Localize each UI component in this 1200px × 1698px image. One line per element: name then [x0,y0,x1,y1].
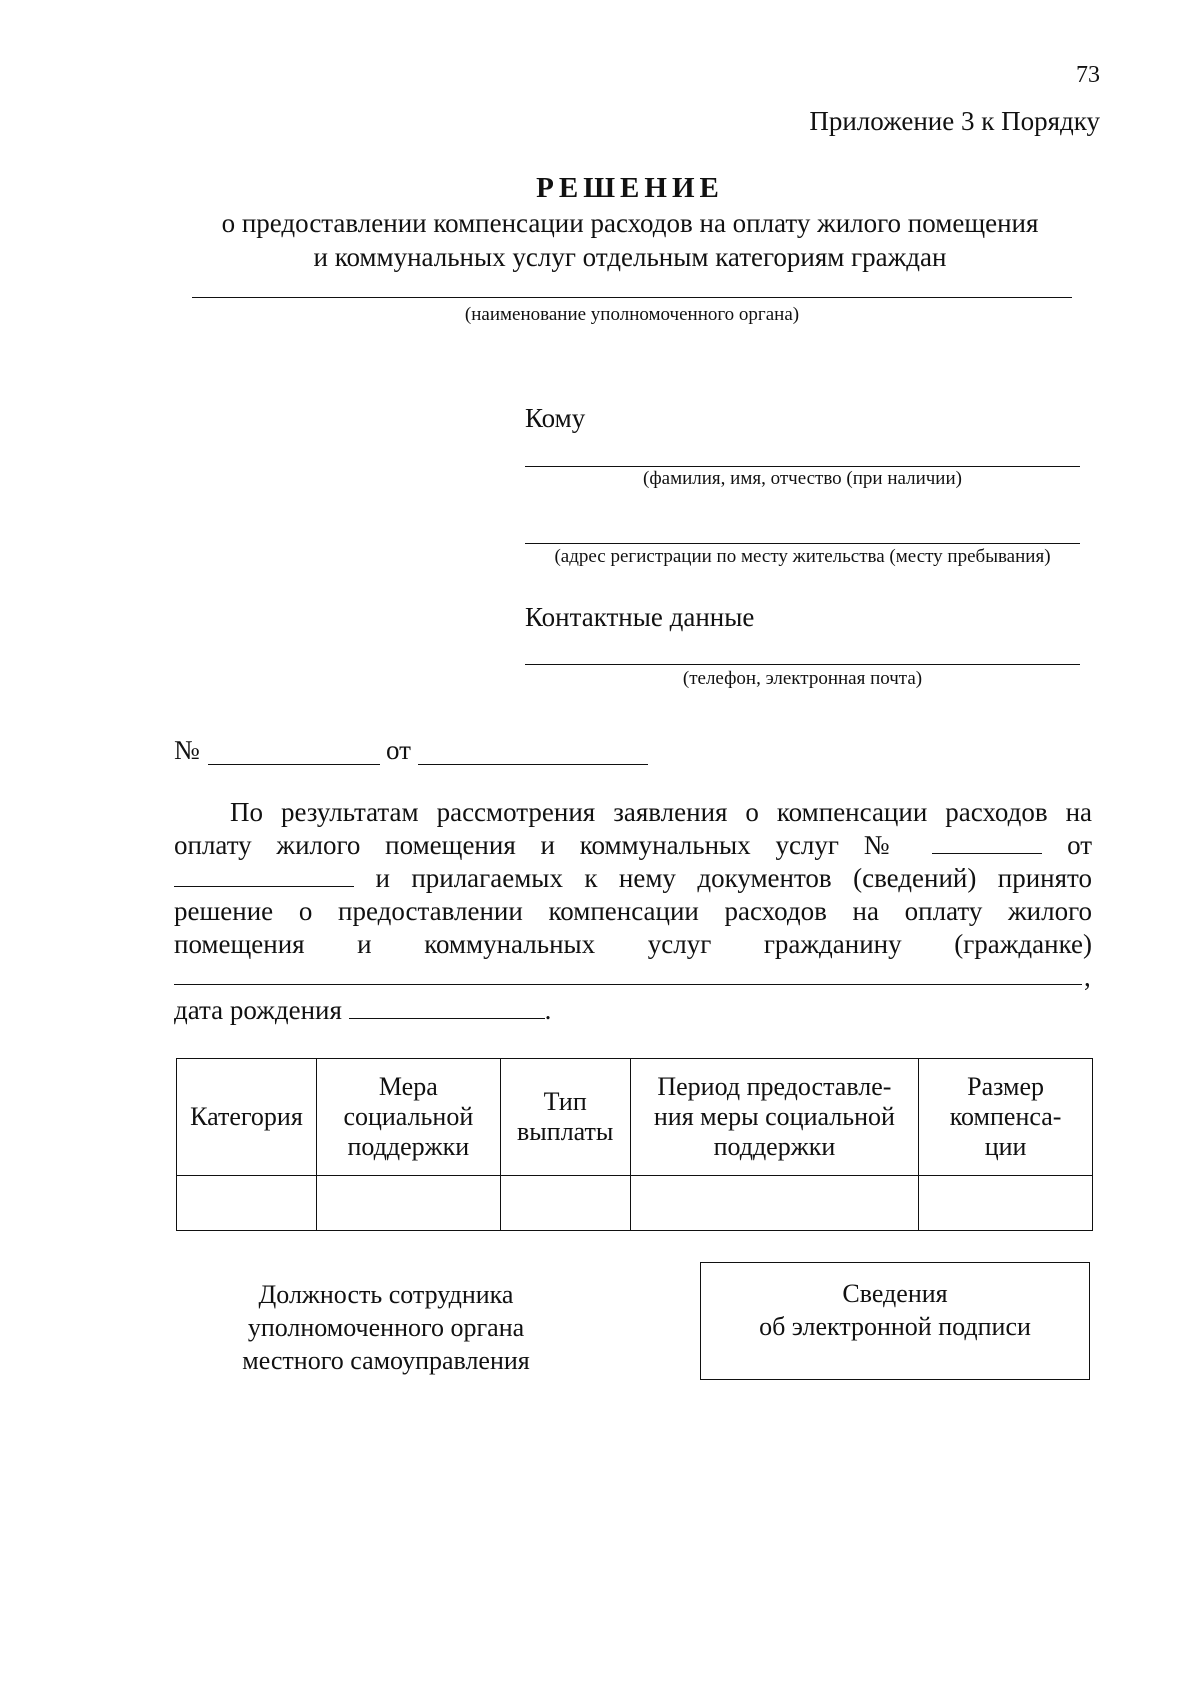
compensation-table [176,1058,1093,1231]
header-line: социальной [343,1102,474,1131]
paragraph-text-4: решение о предоставлении компенсации расходов на оплату жилого [174,896,1092,926]
paragraph-line-3 [174,862,1092,895]
paragraph-line-4 [174,895,1092,928]
comma: , [1084,962,1091,992]
from-label: от [386,735,411,765]
table-row [177,1176,1093,1231]
header-line: Размер [967,1072,1045,1101]
header-line: Период предоставле- [657,1072,892,1101]
recipient-address-caption: (адрес регистрации по месту жительства (месту пребывания) [554,546,1051,567]
header-support-measure [316,1059,500,1176]
subtitle-line-2: и коммунальных услуг отдельным категориям граждан [313,242,947,272]
decision-number-field[interactable] [208,764,380,765]
header-line: Мера [378,1072,438,1101]
authority-caption: (наименование уполномоченного органа) [464,304,800,325]
header-line: поддержки [347,1132,470,1161]
page-number: 73 [1076,62,1100,88]
document-subtitle [0,206,1200,274]
paragraph-line-1 [174,796,1092,829]
cell-period[interactable] [630,1176,919,1231]
paragraph-text-3: и прилагаемых к нему документов (сведений) принято [375,863,1092,893]
subtitle-line-1: о предоставлении компенсации расходов на оплату жилого помещения [221,208,1039,238]
recipient-address-field[interactable] [525,543,1080,544]
period: . [544,995,552,1025]
cell-payment-type[interactable] [500,1176,630,1231]
application-from-label: от [1067,830,1093,860]
contacts-field[interactable] [525,664,1080,665]
recipient-name-caption: (фамилия, имя, отчество (при наличии) [643,468,962,489]
header-line: поддержки [713,1132,836,1161]
header-line: ния меры социальной [653,1102,895,1131]
paragraph-line-2 [174,829,1092,862]
paragraph-text-2: оплату жилого помещения и коммунальных услуг [174,830,839,860]
recipient-name-field[interactable] [525,466,1080,467]
header-payment-type [500,1059,630,1176]
cell-compensation-amount[interactable] [919,1176,1093,1231]
application-number-sign: № [863,830,908,860]
signer-line-1: Должность сотрудника [258,1280,514,1309]
decision-date-field[interactable] [418,764,648,765]
document-title: РЕШЕНИЕ [536,172,724,204]
contacts-caption: (телефон, электронная почта) [682,668,923,689]
contacts-label: Контактные данные [525,602,755,632]
header-period [630,1059,919,1176]
birth-date-label: дата рождения [174,995,342,1025]
appendix-reference: Приложение 3 к Порядку [809,106,1100,136]
birth-date-field[interactable] [349,1017,545,1019]
header-line: компенса- [949,1102,1062,1131]
cell-support-measure[interactable] [316,1176,500,1231]
paragraph-line-6 [174,961,1092,994]
signer-position [206,1278,566,1377]
paragraph-line-5 [174,928,1092,961]
header-line: ции [984,1132,1027,1161]
to-label: Кому [525,403,586,433]
paragraph-text-5: помещения и коммунальных услуг гражданину (гражданке) [174,929,1092,959]
paragraph-text-1: По результатам рассмотрения заявления о компенсации расходов на [230,797,1092,827]
header-line: Категория [190,1102,303,1131]
header-compensation-amount [919,1059,1093,1176]
decision-paragraph [174,796,1092,1027]
number-sign: № [174,735,200,765]
application-number-field[interactable] [932,852,1042,854]
cell-category[interactable] [177,1176,317,1231]
header-line: Тип [543,1087,587,1116]
signature-box-line-2: об электронной подписи [759,1312,1031,1341]
header-line: выплаты [517,1117,614,1146]
header-category [177,1059,317,1176]
electronic-signature-box [700,1262,1090,1380]
citizen-name-field[interactable] [174,983,1082,985]
application-date-field[interactable] [174,885,354,887]
paragraph-line-7 [174,994,1092,1027]
signature-box-line-1: Сведения [842,1279,948,1308]
table-header-row [177,1059,1093,1176]
authority-name-field[interactable] [192,297,1072,298]
signer-line-3: местного самоуправления [242,1346,530,1375]
signer-line-2: уполномоченного органа [247,1313,525,1342]
